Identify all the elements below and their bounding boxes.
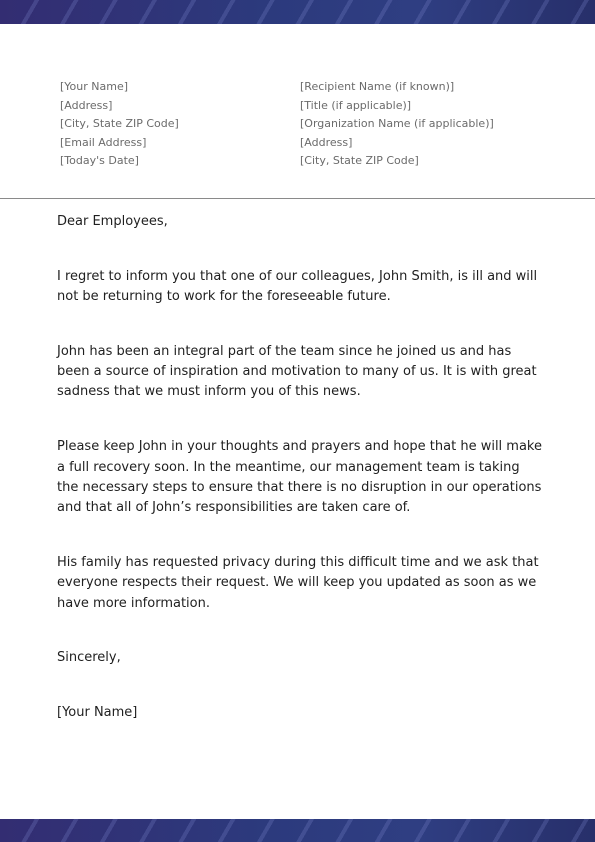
paragraph-2: John has been an integral part of the team since he joined us and has been a source of inspiration and motivation to many of us. It is with great sadness that we must inform you of this news.	[57, 343, 537, 400]
top-decorative-band	[0, 0, 595, 24]
paragraph-1: I regret to inform you that one of our colleagues, John Smith, is ill and will not be returning to work for the foreseeable future.	[57, 268, 538, 305]
sender-address: [Address]	[60, 98, 113, 112]
closing: Sincerely,	[57, 650, 121, 666]
bottom-decorative-band	[0, 819, 595, 842]
sender-city: [City, State ZIP Code]	[60, 117, 179, 131]
recipient-title: [Title (if applicable)]	[300, 98, 412, 112]
recipient-organization: [Organization Name (if applicable)]	[300, 117, 494, 131]
signature: [Your Name]	[57, 705, 138, 721]
recipient-address: [Address]	[300, 135, 353, 149]
sender-info	[60, 78, 280, 171]
sender-date: [Today's Date]	[60, 154, 139, 168]
paragraph-4: His family has requested privacy during this difficult time and we ask that everyone respects their request. We will keep you updated as soon as we have more information.	[57, 554, 539, 611]
salutation: Dear Employees,	[57, 214, 168, 229]
letter-body	[57, 212, 542, 758]
sender-name: [Your Name]	[60, 80, 129, 93]
paragraph-3: Please keep John in your thoughts and prayers and hope that he will make a full recovery soon. In the meantime, our management team is taking the necessary steps to ensure that there is no disruption in our operations and that all of John’s responsibilities are taken care of.	[57, 439, 542, 516]
recipient-city: [City, State ZIP Code]	[300, 154, 419, 168]
sender-email: [Email Address]	[60, 135, 147, 149]
recipient-info	[300, 78, 560, 171]
address-header	[0, 78, 595, 178]
recipient-name: [Recipient Name (if known)]	[300, 80, 455, 93]
header-divider	[0, 198, 595, 199]
